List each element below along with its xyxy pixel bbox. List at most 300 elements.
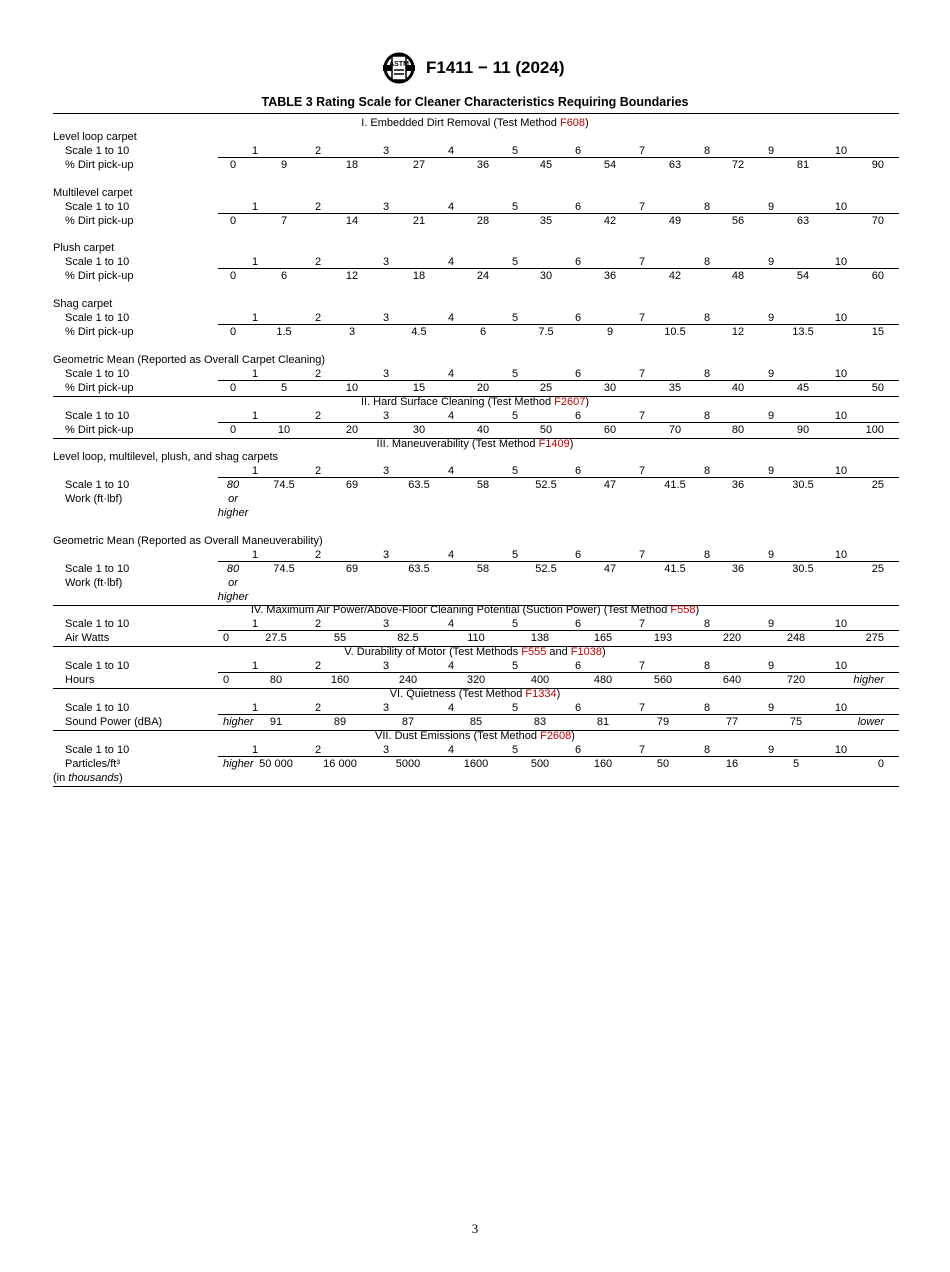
scale-point: 6: [574, 368, 582, 380]
scale-point: 5: [511, 145, 519, 157]
test-method-link[interactable]: F1334: [525, 688, 557, 700]
value-cell: 82.5: [397, 632, 419, 644]
value-cell: 80: [731, 424, 745, 436]
value-cell: 1.5: [276, 326, 292, 338]
row-label: Work (ft·lbf): [65, 577, 123, 589]
value-cell: 63.5: [408, 479, 430, 491]
scale-rule: [218, 422, 899, 423]
scale-point: 1: [251, 702, 259, 714]
scale-point: 9: [767, 368, 775, 380]
value-cell: 30.5: [792, 563, 814, 575]
scale-point: 8: [703, 368, 711, 380]
value-cell: 70: [668, 424, 682, 436]
scale-point: 4: [447, 549, 455, 561]
scale-point: 3: [382, 465, 390, 477]
value-cell: 87: [401, 716, 415, 728]
scale-point: 6: [574, 702, 582, 714]
scale-point: 4: [447, 702, 455, 714]
scale-point: 1: [251, 744, 259, 756]
svg-text:ASTM: ASTM: [389, 61, 409, 68]
value-cell: 41.5: [664, 563, 686, 575]
value-cell: 400: [530, 674, 550, 686]
row-label: % Dirt pick-up: [65, 382, 134, 394]
value-cell: 89: [333, 716, 347, 728]
value-cell: 28: [476, 215, 490, 227]
scale-point: 8: [703, 702, 711, 714]
value-cell: 10: [345, 382, 359, 394]
table-title: TABLE 3 Rating Scale for Cleaner Characteristics Requiring Boundaries: [261, 95, 689, 109]
value-cell: 74.5: [273, 479, 295, 491]
scale-point: 1: [251, 368, 259, 380]
row-label: Hours: [65, 674, 95, 686]
scale-point: 3: [382, 549, 390, 561]
value-cell: 275: [865, 632, 884, 644]
value-cell: 55: [333, 632, 347, 644]
value-cell: 560: [653, 674, 673, 686]
scale-point: 9: [767, 201, 775, 213]
value-cell: 3: [348, 326, 356, 338]
row-label: Sound Power (dBA): [65, 716, 163, 728]
value-cell: lower: [857, 716, 884, 728]
scale-point: 8: [703, 618, 711, 630]
value-cell: 25: [871, 563, 884, 575]
scale-point: 10: [834, 744, 848, 756]
row-note: (in thousands): [53, 772, 123, 784]
value-cell: 5: [280, 382, 288, 394]
scale-label: Scale 1 to 10: [65, 256, 130, 268]
scale-point: 3: [382, 410, 390, 422]
value-cell: 12: [731, 326, 745, 338]
row-label: % Dirt pick-up: [65, 270, 134, 282]
scale-point: 10: [834, 618, 848, 630]
row-label: Shag carpet: [53, 298, 113, 310]
value-cell: 81: [796, 159, 810, 171]
row-label: Plush carpet: [53, 242, 115, 254]
scale-label: Scale 1 to 10: [65, 660, 130, 672]
value-cell: 36: [731, 563, 745, 575]
page-number: 3: [471, 1221, 479, 1236]
section-heading: III. Maneuverability (Test Method F1409): [376, 438, 574, 450]
value-cell: 0: [229, 326, 237, 338]
value-cell: 90: [871, 159, 884, 171]
scale-point: 7: [638, 145, 646, 157]
value-cell: 7.5: [538, 326, 554, 338]
section-heading: V. Durability of Motor (Test Methods F555 and F1038): [344, 646, 606, 658]
value-cell: 42: [668, 270, 682, 282]
value-cell: or: [228, 493, 238, 505]
test-method-link[interactable]: F555: [521, 646, 547, 658]
scale-point: 5: [511, 660, 519, 672]
scale-point: 3: [382, 702, 390, 714]
value-cell: 0: [229, 424, 237, 436]
scale-point: 8: [703, 549, 711, 561]
section-heading: I. Embedded Dirt Removal (Test Method F608): [361, 117, 589, 129]
scale-point: 2: [314, 201, 322, 213]
scale-point: 10: [834, 465, 848, 477]
scale-point: 6: [574, 465, 582, 477]
scale-point: 10: [834, 145, 848, 157]
value-cell: 54: [603, 159, 617, 171]
value-cell: 80: [226, 479, 240, 491]
value-cell: 63.5: [408, 563, 430, 575]
scale-point: 7: [638, 410, 646, 422]
value-cell: 52.5: [535, 563, 557, 575]
value-cell: 0: [229, 382, 237, 394]
scale-point: 8: [703, 201, 711, 213]
value-cell: 13.5: [792, 326, 814, 338]
scale-rule: [218, 213, 899, 214]
scale-point: 2: [314, 702, 322, 714]
value-cell: 110: [467, 632, 485, 644]
value-cell: 58: [476, 563, 490, 575]
scale-point: 4: [447, 201, 455, 213]
value-cell: 6: [479, 326, 487, 338]
value-cell: 720: [786, 674, 806, 686]
scale-point: 10: [834, 549, 848, 561]
row-label: Particles/ft³: [65, 758, 121, 770]
value-cell: 47: [603, 479, 617, 491]
row-label: % Dirt pick-up: [65, 424, 134, 436]
scale-point: 7: [638, 312, 646, 324]
value-cell: 20: [476, 382, 490, 394]
value-cell: 36: [476, 159, 490, 171]
value-cell: 54: [796, 270, 810, 282]
scale-point: 1: [251, 201, 259, 213]
scale-point: 4: [447, 465, 455, 477]
scale-label: Scale 1 to 10: [65, 702, 130, 714]
scale-point: 8: [703, 660, 711, 672]
value-cell: 63: [796, 215, 810, 227]
scale-point: 6: [574, 660, 582, 672]
scale-point: 7: [638, 256, 646, 268]
value-cell: 10.5: [664, 326, 686, 338]
value-cell: or: [228, 577, 238, 589]
scale-point: 4: [447, 312, 455, 324]
scale-label: Scale 1 to 10: [65, 410, 130, 422]
value-cell: 16 000: [323, 758, 357, 770]
row-label: Air Watts: [65, 632, 110, 644]
scale-point: 2: [314, 256, 322, 268]
scale-point: 6: [574, 256, 582, 268]
value-cell: 49: [668, 215, 682, 227]
scale-point: 6: [574, 549, 582, 561]
value-cell: 30: [603, 382, 617, 394]
scale-point: 8: [703, 465, 711, 477]
value-cell: 40: [476, 424, 490, 436]
scale-point: 10: [834, 368, 848, 380]
value-cell: 18: [345, 159, 359, 171]
scale-point: 1: [251, 410, 259, 422]
row-label: % Dirt pick-up: [65, 159, 134, 171]
scale-point: 1: [251, 618, 259, 630]
scale-point: 6: [574, 410, 582, 422]
scale-point: 4: [447, 410, 455, 422]
scale-point: 1: [251, 312, 259, 324]
scale-label: Scale 1 to 10: [65, 312, 130, 324]
scale-point: 1: [251, 465, 259, 477]
value-cell: 35: [539, 215, 553, 227]
scale-point: 8: [703, 145, 711, 157]
scale-point: 4: [447, 145, 455, 157]
scale-rule: [218, 380, 899, 381]
scale-point: 6: [574, 145, 582, 157]
scale-point: 6: [574, 744, 582, 756]
table-bottom-rule: [53, 786, 899, 787]
section-heading: VI. Quietness (Test Method F1334): [389, 688, 561, 700]
scale-point: 3: [382, 145, 390, 157]
value-cell: 15: [871, 326, 884, 338]
scale-point: 9: [767, 256, 775, 268]
value-cell: 0: [229, 270, 237, 282]
scale-point: 3: [382, 256, 390, 268]
value-cell: 48: [731, 270, 745, 282]
scale-rule: [218, 477, 899, 478]
scale-point: 6: [574, 312, 582, 324]
scale-point: 1: [251, 256, 259, 268]
value-cell: 100: [865, 424, 884, 436]
scale-point: 4: [447, 368, 455, 380]
value-cell: 81: [596, 716, 610, 728]
scale-point: 1: [251, 549, 259, 561]
scale-point: 4: [447, 618, 455, 630]
scale-point: 1: [251, 145, 259, 157]
value-cell: 70: [871, 215, 884, 227]
value-cell: 80: [269, 674, 283, 686]
test-method-link[interactable]: F2607: [554, 396, 586, 408]
scale-point: 2: [314, 660, 322, 672]
test-method-link[interactable]: F608: [559, 117, 586, 129]
scale-point: 10: [834, 410, 848, 422]
value-cell: 60: [603, 424, 617, 436]
value-cell: 50: [656, 758, 670, 770]
scale-point: 5: [511, 256, 519, 268]
value-cell: 30: [539, 270, 553, 282]
scale-point: 4: [447, 660, 455, 672]
test-method-link[interactable]: F2608: [540, 730, 572, 742]
value-cell: 69: [345, 563, 359, 575]
row-label: Level loop carpet: [53, 131, 137, 143]
value-cell: higher: [223, 758, 254, 770]
scale-point: 9: [767, 145, 775, 157]
scale-point: 3: [382, 368, 390, 380]
scale-label: Scale 1 to 10: [65, 618, 130, 630]
scale-label: Scale 1 to 10: [65, 201, 130, 213]
scale-rule: [218, 714, 899, 715]
section-heading: IV. Maximum Air Power/Above-Floor Cleaning Potential (Suction Power) (Test Method F558): [250, 604, 700, 616]
scale-point: 5: [511, 702, 519, 714]
scale-rule: [218, 268, 899, 269]
scale-rule: [218, 324, 899, 325]
value-cell: 25: [539, 382, 553, 394]
value-cell: 165: [593, 632, 613, 644]
value-cell: 24: [476, 270, 490, 282]
scale-point: 7: [638, 368, 646, 380]
value-cell: 75: [789, 716, 803, 728]
scale-point: 10: [834, 702, 848, 714]
scale-point: 10: [834, 256, 848, 268]
scale-rule: [218, 157, 899, 158]
value-cell: 18: [412, 270, 426, 282]
value-cell: higher: [217, 591, 249, 603]
scale-point: 10: [834, 201, 848, 213]
scale-point: 2: [314, 368, 322, 380]
value-cell: 36: [731, 479, 745, 491]
scale-point: 8: [703, 744, 711, 756]
value-cell: 0: [223, 632, 230, 644]
value-cell: 640: [722, 674, 742, 686]
scale-point: 10: [834, 312, 848, 324]
value-cell: 480: [593, 674, 613, 686]
row-label: Geometric Mean (Reported as Overall Maneuverability): [53, 535, 323, 547]
value-cell: 0: [877, 758, 884, 770]
scale-point: 2: [314, 145, 322, 157]
value-cell: 83: [533, 716, 547, 728]
row-label: % Dirt pick-up: [65, 326, 134, 338]
scale-point: 7: [638, 618, 646, 630]
value-cell: 1600: [463, 758, 489, 770]
value-cell: 91: [269, 716, 283, 728]
scale-point: 9: [767, 618, 775, 630]
scale-point: 7: [638, 702, 646, 714]
scale-point: 2: [314, 549, 322, 561]
value-cell: 90: [796, 424, 810, 436]
scale-point: 2: [314, 618, 322, 630]
scale-point: 9: [767, 465, 775, 477]
scale-point: 9: [767, 744, 775, 756]
scale-point: 4: [447, 744, 455, 756]
row-label: Level loop, multilevel, plush, and shag carpets: [53, 451, 279, 463]
scale-point: 8: [703, 256, 711, 268]
row-label: Multilevel carpet: [53, 187, 133, 199]
value-cell: higher: [217, 507, 249, 519]
scale-point: 2: [314, 465, 322, 477]
scale-point: 3: [382, 618, 390, 630]
value-cell: 21: [412, 215, 426, 227]
value-cell: 20: [345, 424, 359, 436]
value-cell: 160: [330, 674, 350, 686]
value-cell: 15: [412, 382, 426, 394]
value-cell: 5000: [395, 758, 421, 770]
value-cell: 50: [871, 382, 884, 394]
value-cell: 77: [725, 716, 739, 728]
value-cell: higher: [223, 716, 254, 728]
value-cell: 45: [796, 382, 810, 394]
scale-point: 9: [767, 312, 775, 324]
scale-point: 2: [314, 410, 322, 422]
value-cell: 60: [871, 270, 884, 282]
scale-rule: [218, 561, 899, 562]
value-cell: 80: [226, 563, 240, 575]
value-cell: 72: [731, 159, 745, 171]
scale-point: 6: [574, 618, 582, 630]
scale-point: 7: [638, 465, 646, 477]
scale-point: 1: [251, 660, 259, 672]
note-emphasis: thousands: [68, 772, 120, 784]
scale-point: 7: [638, 201, 646, 213]
scale-point: 5: [511, 618, 519, 630]
test-method-link[interactable]: F1409: [538, 438, 570, 450]
value-cell: 27: [412, 159, 426, 171]
value-cell: 220: [722, 632, 742, 644]
scale-point: 9: [767, 660, 775, 672]
scale-point: 7: [638, 744, 646, 756]
value-cell: 63: [668, 159, 682, 171]
row-label: Scale 1 to 10: [65, 563, 130, 575]
value-cell: 69: [345, 479, 359, 491]
value-cell: 320: [466, 674, 486, 686]
value-cell: 36: [603, 270, 617, 282]
value-cell: 56: [731, 215, 745, 227]
value-cell: 193: [653, 632, 673, 644]
scale-point: 5: [511, 201, 519, 213]
value-cell: 9: [606, 326, 614, 338]
value-cell: 16: [725, 758, 739, 770]
value-cell: higher: [853, 674, 884, 686]
row-label: Work (ft·lbf): [65, 493, 123, 505]
scale-point: 9: [767, 702, 775, 714]
value-cell: 4.5: [411, 326, 427, 338]
scale-point: 3: [382, 201, 390, 213]
scale-rule: [218, 630, 899, 631]
value-cell: 85: [469, 716, 483, 728]
scale-label: Scale 1 to 10: [65, 145, 130, 157]
scale-point: 5: [511, 744, 519, 756]
value-cell: 41.5: [664, 479, 686, 491]
scale-point: 3: [382, 744, 390, 756]
value-cell: 30.5: [792, 479, 814, 491]
value-cell: 0: [229, 159, 237, 171]
value-cell: 0: [229, 215, 237, 227]
scale-point: 9: [767, 410, 775, 422]
value-cell: 14: [345, 215, 359, 227]
value-cell: 47: [603, 563, 617, 575]
section-heading: II. Hard Surface Cleaning (Test Method F2607): [360, 396, 590, 408]
value-cell: 35: [668, 382, 682, 394]
value-cell: 27.5: [265, 632, 287, 644]
value-cell: 52.5: [535, 479, 557, 491]
test-method-link[interactable]: F558: [670, 604, 696, 616]
value-cell: 0: [223, 674, 230, 686]
scale-point: 7: [638, 549, 646, 561]
value-cell: 40: [731, 382, 745, 394]
scale-point: 5: [511, 410, 519, 422]
test-method-link[interactable]: F1038: [570, 646, 602, 658]
scale-point: 5: [511, 312, 519, 324]
scale-point: 7: [638, 660, 646, 672]
scale-point: 5: [511, 465, 519, 477]
value-cell: 5: [792, 758, 800, 770]
value-cell: 138: [530, 632, 550, 644]
scale-point: 3: [382, 312, 390, 324]
value-cell: 10: [277, 424, 291, 436]
scale-point: 6: [574, 201, 582, 213]
value-cell: 79: [656, 716, 670, 728]
scale-point: 9: [767, 549, 775, 561]
scale-rule: [218, 672, 899, 673]
document-id: F1411 − 11 (2024): [426, 58, 565, 77]
scale-point: 2: [314, 744, 322, 756]
row-label: Geometric Mean (Reported as Overall Carpet Cleaning): [53, 354, 326, 366]
section-heading: VII. Dust Emissions (Test Method F2608): [375, 730, 575, 742]
value-cell: 74.5: [273, 563, 295, 575]
scale-point: 5: [511, 549, 519, 561]
row-label: % Dirt pick-up: [65, 215, 134, 227]
value-cell: 42: [603, 215, 617, 227]
scale-rule: [218, 756, 899, 757]
value-cell: 240: [398, 674, 418, 686]
value-cell: 30: [412, 424, 426, 436]
value-cell: 12: [345, 270, 359, 282]
